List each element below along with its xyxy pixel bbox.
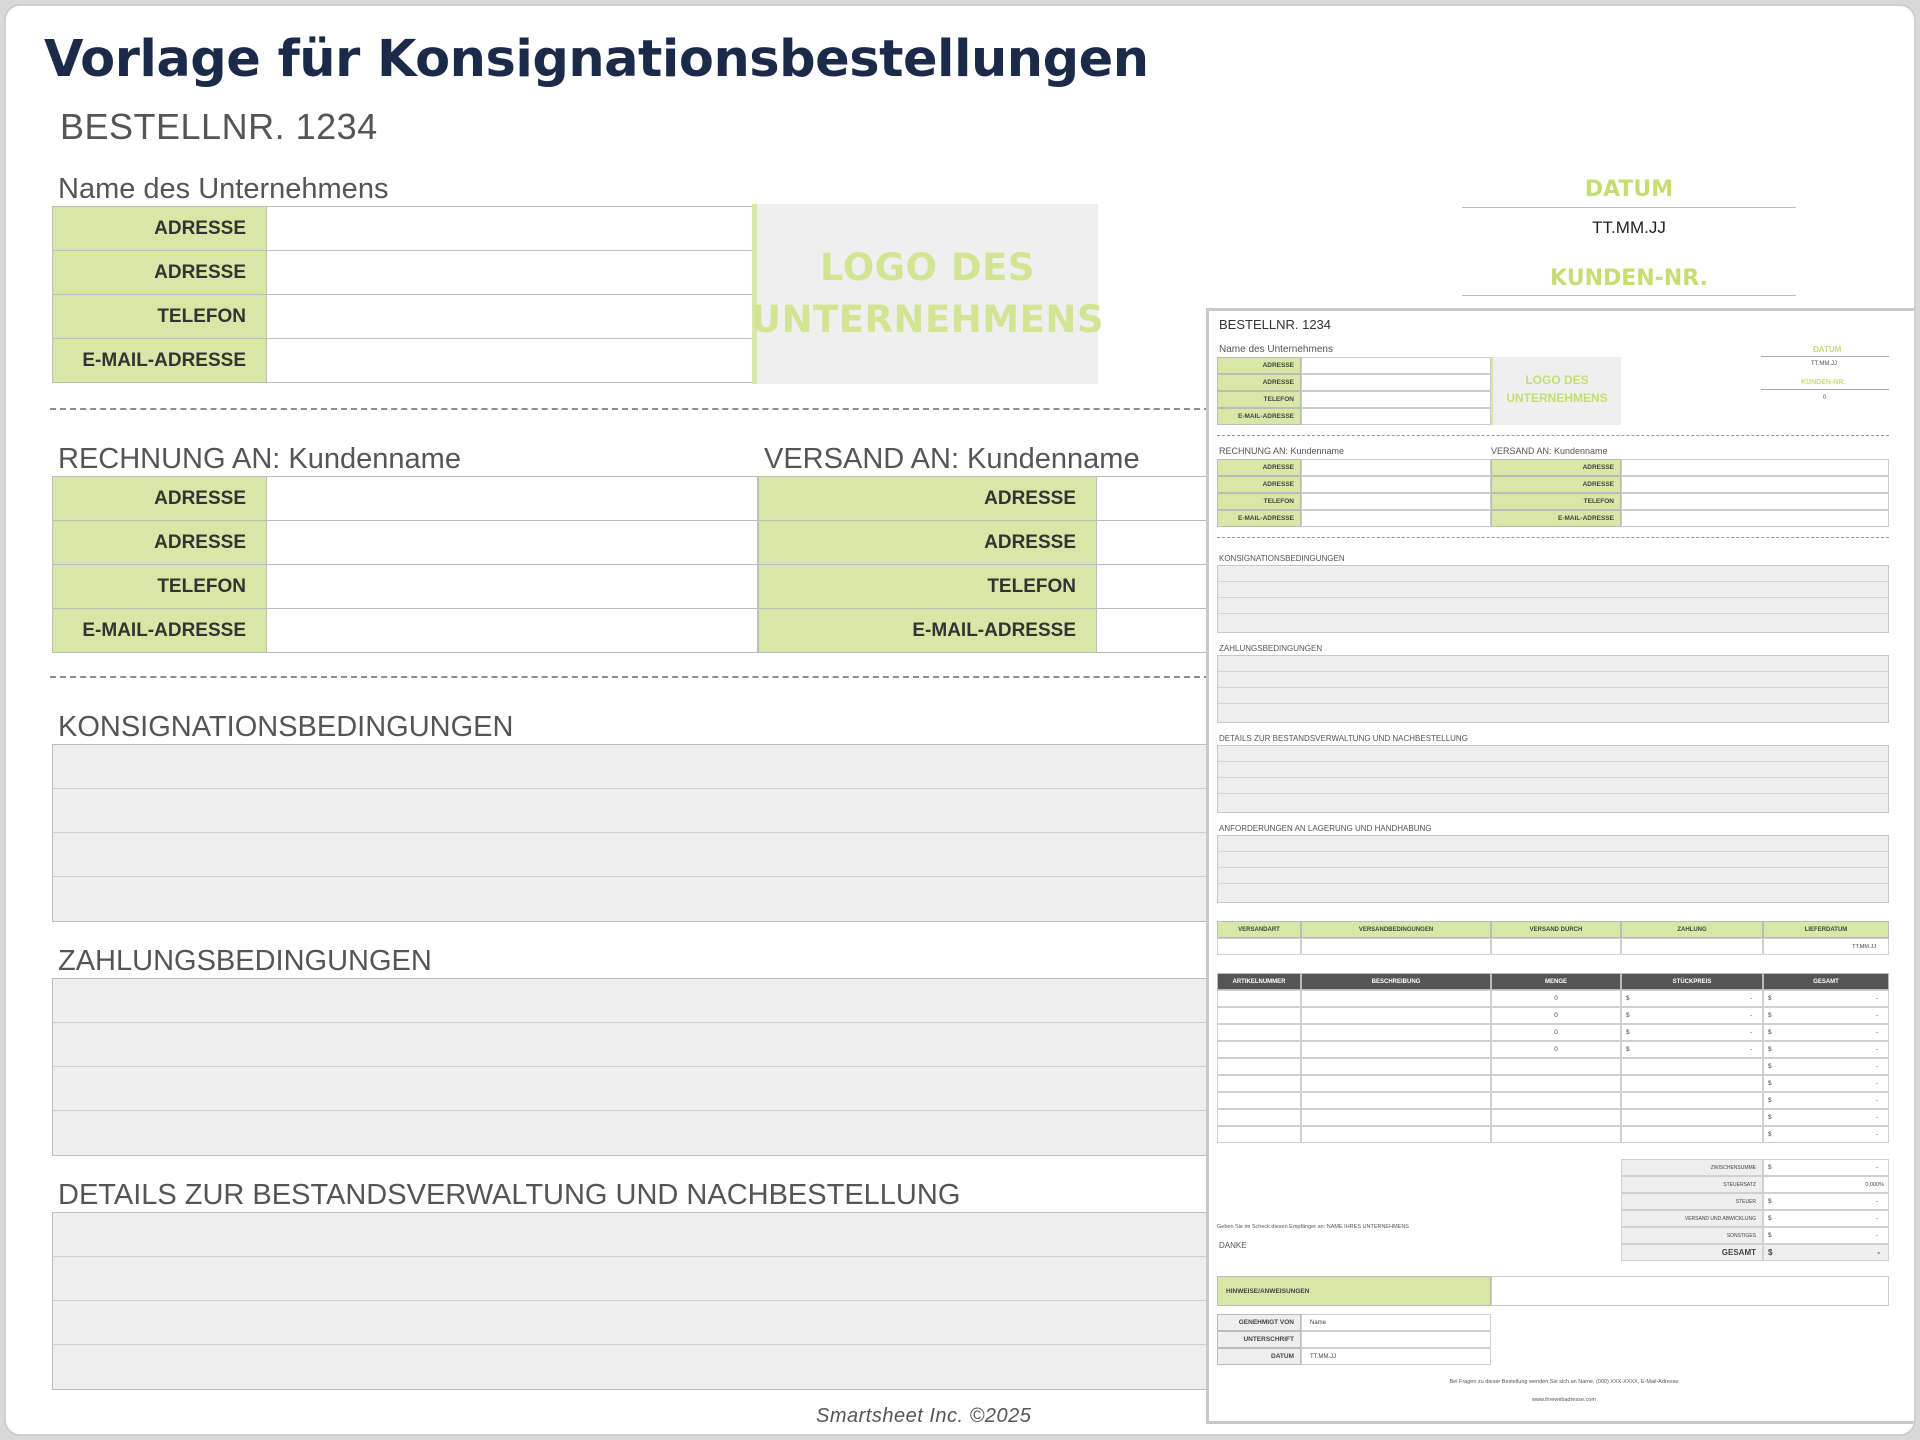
preview-dash: - <box>1749 1046 1752 1053</box>
bill-phone-label: TELEFON <box>53 565 267 609</box>
preview-row-label: ADRESSE <box>1217 357 1301 374</box>
preview-total-value <box>1763 1244 1889 1261</box>
divider <box>50 408 1210 410</box>
preview-currency: $ <box>1626 1029 1630 1036</box>
preview-item-cell <box>1217 1041 1301 1058</box>
preview-item-cell <box>1217 990 1301 1007</box>
preview-item-header: GESAMT <box>1763 973 1889 990</box>
preview-item-cell <box>1763 1058 1889 1075</box>
date-label: DATUM <box>1584 177 1674 202</box>
preview-summary-value <box>1763 1193 1889 1210</box>
preview-ship-row-field <box>1621 459 1889 476</box>
preview-bill-row-label: E-MAIL-ADRESSE <box>1217 510 1301 527</box>
preview-ship-row-field <box>1621 493 1889 510</box>
consignment-terms-heading: KONSIGNATIONSBEDINGUNGEN <box>58 711 514 743</box>
preview-section2-area <box>1217 655 1889 723</box>
preview-item-cell <box>1763 990 1889 1007</box>
preview-currency: $ <box>1768 1080 1772 1087</box>
preview-item-cell: 0 <box>1491 1007 1621 1024</box>
customer-number-line <box>1462 295 1796 296</box>
bill-address2-label: ADRESSE <box>53 521 267 565</box>
company-address2-field[interactable] <box>267 251 756 295</box>
preview-bill-row-label: ADRESSE <box>1217 459 1301 476</box>
preview-item-cell <box>1621 1092 1763 1109</box>
preview-item-cell <box>1491 1109 1621 1126</box>
ship-address2-label: ADRESSE <box>759 521 1097 565</box>
preview-currency: $ <box>1768 1046 1772 1053</box>
preview-section3-area <box>1217 745 1889 813</box>
preview-dash: - <box>1875 1198 1878 1205</box>
logo-text-line2: UNTERNEHMENS <box>751 298 1104 341</box>
preview-logo-placeholder <box>1491 357 1621 425</box>
preview-item-cell: 0 <box>1491 990 1621 1007</box>
preview-date2-value: TT.MM.JJ <box>1301 1348 1491 1365</box>
preview-item-cell <box>1491 1075 1621 1092</box>
preview-thanks: DANKE <box>1219 1241 1247 1250</box>
preview-item-header: STÜCKPREIS <box>1621 973 1763 990</box>
preview-website: www.ihrewebadresse.com <box>1532 1397 1596 1403</box>
preview-item-cell <box>1217 1075 1301 1092</box>
preview-item-cell <box>1763 1041 1889 1058</box>
customer-number-label: KUNDEN-NR. <box>1550 266 1708 291</box>
preview-approved-value: Name <box>1301 1314 1491 1331</box>
preview-item-cell <box>1621 1041 1763 1058</box>
preview-logo-line2: UNTERNEHMENS <box>1506 391 1608 405</box>
preview-ship-row-field <box>1621 476 1889 493</box>
preview-item-cell <box>1301 1126 1491 1143</box>
preview-item-cell <box>1621 1007 1763 1024</box>
preview-ship-cell <box>1301 938 1491 955</box>
preview-dash: - <box>1877 1248 1880 1257</box>
preview-ship-row-label: TELEFON <box>1491 493 1621 510</box>
preview-currency: $ <box>1768 1248 1773 1257</box>
preview-item-cell <box>1217 1024 1301 1041</box>
company-name-label: Name des Unternehmens <box>58 173 389 205</box>
preview-item-cell <box>1491 1092 1621 1109</box>
bill-to-table <box>52 476 758 653</box>
preview-row-label: TELEFON <box>1217 391 1301 408</box>
preview-currency: $ <box>1768 1063 1772 1070</box>
preview-ship-cell <box>1621 938 1763 955</box>
preview-dash: - <box>1875 1046 1878 1053</box>
preview-notes-label: HINWEISE/ANWEISUNGEN <box>1217 1276 1491 1306</box>
payment-terms-area[interactable] <box>52 978 1212 1156</box>
preview-customer-number-value: 0 <box>1823 395 1827 401</box>
preview-row-field <box>1301 391 1491 408</box>
preview-item-cell <box>1763 1109 1889 1126</box>
preview-logo-line1: LOGO DES <box>1525 373 1589 387</box>
preview-dash: - <box>1875 1063 1878 1070</box>
preview-section1-heading: KONSIGNATIONSBEDINGUNGEN <box>1219 554 1345 563</box>
preview-currency: $ <box>1626 1012 1630 1019</box>
preview-item-header: BESCHREIBUNG <box>1301 973 1491 990</box>
preview-customer-number-label: KUNDEN-NR. <box>1801 379 1846 386</box>
preview-item-cell: 0 <box>1491 1024 1621 1041</box>
preview-bill-to: RECHNUNG AN: Kundenname <box>1219 446 1345 456</box>
preview-item-cell <box>1491 1058 1621 1075</box>
preview-item-cell <box>1763 1092 1889 1109</box>
preview-ship-header: VERSAND DURCH <box>1491 921 1621 938</box>
bill-email-field[interactable] <box>267 609 758 653</box>
preview-item-cell <box>1217 1058 1301 1075</box>
preview-dash: - <box>1749 1012 1752 1019</box>
preview-section2-heading: ZAHLUNGSBEDINGUNGEN <box>1219 644 1323 653</box>
preview-company-label: Name des Unternehmens <box>1219 344 1333 355</box>
bill-address2-field[interactable] <box>267 521 758 565</box>
preview-item-cell <box>1621 1126 1763 1143</box>
preview-dash: - <box>1749 1029 1752 1036</box>
preview-item-cell <box>1301 1007 1491 1024</box>
preview-section3-heading: DETAILS ZUR BESTANDSVERWALTUNG UND NACHBESTELLUNG <box>1219 734 1468 743</box>
preview-item-cell <box>1301 1024 1491 1041</box>
preview-dash: - <box>1875 1131 1878 1138</box>
document-page <box>4 4 1916 1436</box>
preview-item-cell <box>1301 1092 1491 1109</box>
preview-summary-label: STEUERSATZ <box>1621 1176 1763 1193</box>
preview-ship-date: TT.MM.JJ <box>1763 938 1889 955</box>
ship-address2-field[interactable] <box>1097 521 1212 565</box>
preview-item-cell <box>1621 1109 1763 1126</box>
ship-address-field[interactable] <box>1097 477 1212 521</box>
preview-dash: - <box>1875 1012 1878 1019</box>
preview-item-cell <box>1491 1126 1621 1143</box>
inventory-details-area[interactable] <box>52 1212 1212 1390</box>
date-value[interactable]: TT.MM.JJ <box>1592 218 1666 237</box>
preview-dash: - <box>1875 995 1878 1002</box>
preview-bill-row-field <box>1301 493 1491 510</box>
preview-item-cell <box>1763 1126 1889 1143</box>
preview-item-header: ARTIKELNUMMER <box>1217 973 1301 990</box>
company-logo-placeholder[interactable] <box>751 204 1104 384</box>
preview-notes-field <box>1491 1276 1889 1306</box>
preview-bill-row-field <box>1301 476 1491 493</box>
preview-dash: - <box>1875 1215 1878 1222</box>
ship-address-label: ADRESSE <box>759 477 1097 521</box>
preview-contact-note: Bei Fragen zu dieser Bestellung wenden Sie sich an Name, (000) XXX-XXXX, E-Mail-Adresse <box>1449 1379 1679 1385</box>
preview-total-label: GESAMT <box>1621 1244 1763 1261</box>
preview-item-cell <box>1301 1058 1491 1075</box>
preview-ship-header: LIEFERDATUM <box>1763 921 1889 938</box>
company-phone-label: TELEFON <box>53 295 267 339</box>
preview-ship-row-label: ADRESSE <box>1491 476 1621 493</box>
bill-address-field[interactable] <box>267 477 758 521</box>
preview-summary-label: ZWISCHENSUMME <box>1621 1159 1763 1176</box>
preview-date-label: DATUM <box>1813 345 1842 354</box>
preview-currency: $ <box>1768 1114 1772 1121</box>
preview-ship-cell <box>1491 938 1621 955</box>
preview-summary-value <box>1763 1227 1889 1244</box>
preview-currency: $ <box>1768 1232 1772 1239</box>
preview-item-cell <box>1763 1075 1889 1092</box>
ship-to-label: VERSAND AN: Kundenname <box>764 443 1140 475</box>
bill-phone-field[interactable] <box>267 565 758 609</box>
preview-row-field <box>1301 374 1491 391</box>
preview-item-cell <box>1301 1041 1491 1058</box>
company-email-label: E-MAIL-ADRESSE <box>53 339 267 383</box>
company-address-label: ADRESSE <box>53 207 267 251</box>
preview-bill-row-label: TELEFON <box>1217 493 1301 510</box>
preview-ship-header: VERSANDBEDINGUNGEN <box>1301 921 1491 938</box>
bill-email-label: E-MAIL-ADRESSE <box>53 609 267 653</box>
preview-dash: - <box>1875 1097 1878 1104</box>
preview-dash: - <box>1875 1080 1878 1087</box>
preview-ship-row-field <box>1621 510 1889 527</box>
preview-signature-field <box>1301 1331 1491 1348</box>
date-line <box>1462 207 1796 208</box>
preview-item-cell <box>1621 1024 1763 1041</box>
preview-ship-header: VERSANDART <box>1217 921 1301 938</box>
preview-currency: $ <box>1768 995 1772 1002</box>
preview-ship-header: ZAHLUNG <box>1621 921 1763 938</box>
preview-currency: $ <box>1768 1012 1772 1019</box>
preview-item-cell <box>1301 990 1491 1007</box>
preview-currency: $ <box>1768 1215 1772 1222</box>
preview-ship-to: VERSAND AN: Kundenname <box>1491 446 1608 456</box>
preview-section4-area <box>1217 835 1889 903</box>
preview-item-cell <box>1621 1075 1763 1092</box>
bill-to-label: RECHNUNG AN: Kundenname <box>58 443 461 475</box>
preview-order-number: BESTELLNR. 1234 <box>1219 317 1332 332</box>
preview-item-cell <box>1217 1092 1301 1109</box>
preview-section1-area <box>1217 565 1889 633</box>
preview-item-cell <box>1301 1109 1491 1126</box>
ship-email-label: E-MAIL-ADRESSE <box>759 609 1097 653</box>
preview-item-cell: 0 <box>1491 1041 1621 1058</box>
preview-ship-cell <box>1217 938 1301 955</box>
company-email-field[interactable] <box>267 339 756 383</box>
preview-currency: $ <box>1768 1097 1772 1104</box>
form-preview-thumbnail <box>1206 308 1916 1424</box>
preview-row-field <box>1301 357 1491 374</box>
preview-divider <box>1217 435 1889 436</box>
preview-approved-label: GENEHMIGT VON <box>1217 1314 1301 1331</box>
preview-summary-label: SONSTIGES <box>1621 1227 1763 1244</box>
preview-row-label: E-MAIL-ADRESSE <box>1217 408 1301 425</box>
preview-summary-value <box>1763 1210 1889 1227</box>
preview-row-label: ADRESSE <box>1217 374 1301 391</box>
preview-row-field <box>1301 408 1491 425</box>
preview-dash: - <box>1875 1232 1878 1239</box>
ship-phone-label: TELEFON <box>759 565 1097 609</box>
ship-email-field[interactable] <box>1097 609 1212 653</box>
preview-item-cell <box>1217 1007 1301 1024</box>
ship-to-table <box>758 476 1212 653</box>
preview-ship-row-label: ADRESSE <box>1491 459 1621 476</box>
preview-summary-label: STEUER <box>1621 1193 1763 1210</box>
ship-phone-field[interactable] <box>1097 565 1212 609</box>
preview-currency: $ <box>1626 995 1630 1002</box>
company-info-table <box>52 206 756 383</box>
preview-date2-label: DATUM <box>1217 1348 1301 1365</box>
bill-address-label: ADRESSE <box>53 477 267 521</box>
preview-currency: $ <box>1768 1198 1772 1205</box>
preview-bill-row-label: ADRESSE <box>1217 476 1301 493</box>
preview-section4-heading: ANFORDERUNGEN AN LAGERUNG UND HANDHABUNG <box>1219 824 1432 833</box>
preview-item-cell <box>1621 1058 1763 1075</box>
preview-item-cell <box>1763 1024 1889 1041</box>
preview-item-cell <box>1301 1075 1491 1092</box>
preview-line <box>1761 389 1889 390</box>
divider <box>50 676 1210 678</box>
company-phone-field[interactable] <box>267 295 756 339</box>
preview-item-cell <box>1217 1126 1301 1143</box>
preview-summary-value: 0,000% <box>1763 1176 1889 1193</box>
order-number: BESTELLNR. 1234 <box>60 106 378 147</box>
footer-copyright: Smartsheet Inc. ©2025 <box>816 1405 1032 1427</box>
preview-summary-value <box>1763 1159 1889 1176</box>
preview-signature-label: UNTERSCHRIFT <box>1217 1331 1301 1348</box>
preview-item-cell <box>1217 1109 1301 1126</box>
payment-terms-heading: ZAHLUNGSBEDINGUNGEN <box>58 945 432 977</box>
preview-dash: - <box>1875 1114 1878 1121</box>
preview-bill-row-field <box>1301 459 1491 476</box>
preview-divider <box>1217 537 1889 538</box>
preview-dash: - <box>1749 995 1752 1002</box>
preview-currency: $ <box>1768 1164 1772 1171</box>
page-title: Vorlage für Konsignationsbestellungen <box>44 30 1149 89</box>
preview-item-header: MENGE <box>1491 973 1621 990</box>
preview-dash: - <box>1875 1164 1878 1171</box>
inventory-details-heading: DETAILS ZUR BESTANDSVERWALTUNG UND NACHBESTELLUNG <box>58 1179 961 1211</box>
preview-bill-row-field <box>1301 510 1491 527</box>
company-address2-label: ADRESSE <box>53 251 267 295</box>
preview-item-cell <box>1763 1007 1889 1024</box>
company-address-field[interactable] <box>267 207 756 251</box>
preview-currency: $ <box>1768 1131 1772 1138</box>
preview-cheque-note: Geben Sie im Scheck diesen Empfänger an: NAME IHRES UNTERNEHMENS <box>1217 1224 1409 1230</box>
preview-currency: $ <box>1768 1029 1772 1036</box>
preview-dash: - <box>1875 1029 1878 1036</box>
logo-text-line1: LOGO DES <box>819 246 1036 289</box>
preview-line <box>1761 356 1889 357</box>
preview-date-value: TT.MM.JJ <box>1811 361 1837 367</box>
consignment-terms-area[interactable] <box>52 744 1212 922</box>
preview-item-cell <box>1621 990 1763 1007</box>
preview-ship-row-label: E-MAIL-ADRESSE <box>1491 510 1621 527</box>
preview-currency: $ <box>1626 1046 1630 1053</box>
preview-summary-label: VERSAND UND ABWICKLUNG <box>1621 1210 1763 1227</box>
